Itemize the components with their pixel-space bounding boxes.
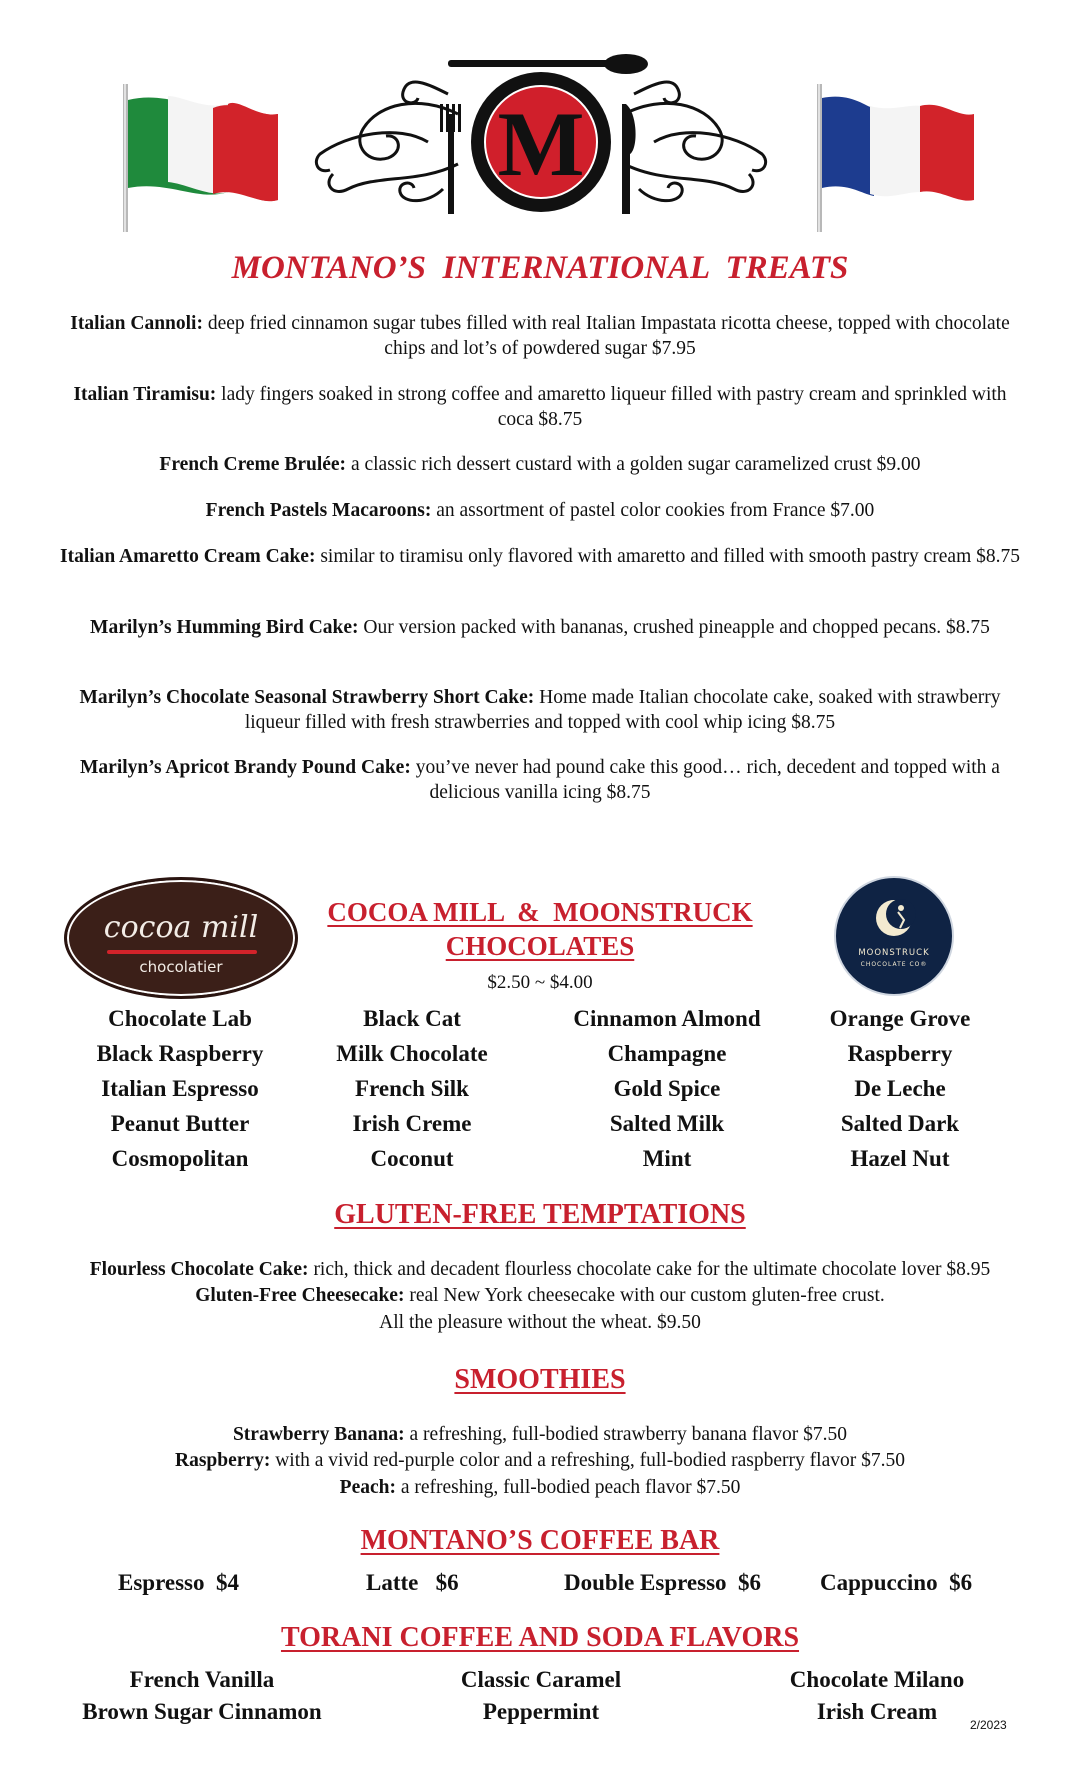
gluten-free-item: Gluten-Free Cheesecake: real New York cheesecake with our custom gluten-free crust. [195, 1285, 885, 1306]
list-item: Chocolate Milano [789, 1667, 965, 1692]
list-item: Classic Caramel [460, 1667, 622, 1692]
list-item: Irish Cream [816, 1699, 938, 1724]
chocolate-column [292, 1001, 532, 1176]
treat-item: Italian Tiramisu: lady fingers soaked in strong coffee and amaretto liqueur filled with pastry cream and sprinkled with coca $8.75 [73, 384, 1007, 430]
list-item: Brown Sugar Cinnamon [82, 1699, 322, 1724]
coffee-item: Double Espresso $6 [564, 1570, 762, 1595]
list-item: Cinnamon Almond [573, 1006, 761, 1031]
moonstruck-logo: MOONSTRUCK CHOCOLATE CO® [834, 876, 954, 996]
list-item: Raspberry [847, 1041, 953, 1066]
smoothie-item: Raspberry: with a vivid red-purple color and a refreshing, full-bodied raspberry flavor $7.50 [175, 1450, 905, 1471]
logo-letter: M [497, 93, 585, 195]
smoothies-title: SMOOTHIES [454, 1364, 626, 1395]
torani-column [391, 1664, 691, 1728]
gluten-free-title: GLUTEN-FREE TEMPTATIONS [334, 1199, 746, 1230]
list-item: Black Cat [363, 1006, 461, 1031]
list-item: Salted Dark [840, 1111, 960, 1136]
gluten-free-extra: All the pleasure without the wheat. $9.50 [379, 1312, 701, 1333]
list-item: De Leche [854, 1076, 946, 1101]
torani-title: TORANI COFFEE AND SODA FLAVORS [280, 1622, 800, 1653]
cocoa-mill-logo: cocoa mill chocolatier [64, 877, 298, 999]
list-item: Gold Spice [613, 1076, 721, 1101]
list-item: French Vanilla [129, 1667, 275, 1692]
french-flag-icon [812, 84, 982, 234]
footer-date: 2/2023 [970, 1718, 1007, 1732]
chocolates-title: COCOA MILL & MOONSTRUCK CHOCOLATES [327, 897, 753, 961]
list-item: French Silk [355, 1076, 469, 1101]
italian-flag-icon [118, 84, 288, 234]
list-item: Champagne [607, 1041, 727, 1066]
list-item: Mint [642, 1146, 692, 1171]
coffee-item: Cappuccino $6 [820, 1570, 973, 1595]
smoothie-item: Peach: a refreshing, full-bodied peach flavor $7.50 [339, 1477, 741, 1498]
list-item: Orange Grove [829, 1006, 971, 1031]
coffee-item: Espresso $4 [118, 1570, 239, 1595]
chocolate-column [60, 1001, 300, 1176]
list-item: Black Raspberry [96, 1041, 264, 1066]
treat-item: Marilyn’s Apricot Brandy Pound Cake: you’ve never had pound cake this good… rich, decedent and topped with a delicious vanilla icing $8.75 [80, 757, 1000, 803]
coffee-bar-title: MONTANO’S COFFEE BAR [360, 1525, 720, 1556]
list-item: Cosmopolitan [111, 1146, 249, 1171]
treat-item: French Creme Brulée: a classic rich dessert custard with a golden sugar caramelized crust $9.00 [159, 454, 921, 475]
chocolates-price-range: $2.50 ~ $4.00 [487, 972, 593, 993]
list-item: Chocolate Lab [108, 1006, 252, 1031]
treat-item: Marilyn’s Chocolate Seasonal Strawberry Short Cake: Home made Italian chocolate cake, soaked with strawberry liqueur filled with fresh strawberries and topped with cool whip icing $8.75 [79, 687, 1001, 733]
list-item: Coconut [370, 1146, 454, 1171]
smoothie-item: Strawberry Banana: a refreshing, full-bodied strawberry banana flavor $7.50 [232, 1424, 848, 1445]
treat-item: Marilyn’s Humming Bird Cake: Our version packed with bananas, crushed pineapple and chopped pecans. $8.75 [90, 617, 990, 638]
list-item: Salted Milk [609, 1111, 725, 1136]
treat-item: French Pastels Macaroons: an assortment of pastel color cookies from France $7.00 [205, 500, 875, 521]
list-item: Italian Espresso [101, 1076, 259, 1101]
treat-item: Italian Cannoli: deep fried cinnamon sugar tubes filled with real Italian Impastata ricotta cheese, topped with chocolate chips and lot’s of powdered sugar $7.95 [70, 313, 1010, 359]
list-item: Milk Chocolate [336, 1041, 488, 1066]
page-title: MONTANO’S INTERNATIONAL TREATS [231, 250, 849, 286]
header [0, 0, 1080, 286]
list-item: Hazel Nut [850, 1146, 950, 1171]
torani-column [52, 1664, 352, 1728]
gluten-free-item: Flourless Chocolate Cake: rich, thick and decadent flourless chocolate cake for the ultimate chocolate lover $8.95 [89, 1259, 991, 1280]
coffee-item: Latte $6 [366, 1570, 459, 1595]
list-item: Irish Creme [352, 1111, 472, 1136]
chocolate-column [780, 1001, 1020, 1176]
list-item: Peanut Butter [110, 1111, 250, 1136]
chocolate-column [547, 1001, 787, 1176]
treat-item: Italian Amaretto Cream Cake: similar to tiramisu only flavored with amaretto and filled with smooth pastry cream $8.75 [60, 546, 1021, 567]
list-item: Peppermint [482, 1699, 600, 1724]
